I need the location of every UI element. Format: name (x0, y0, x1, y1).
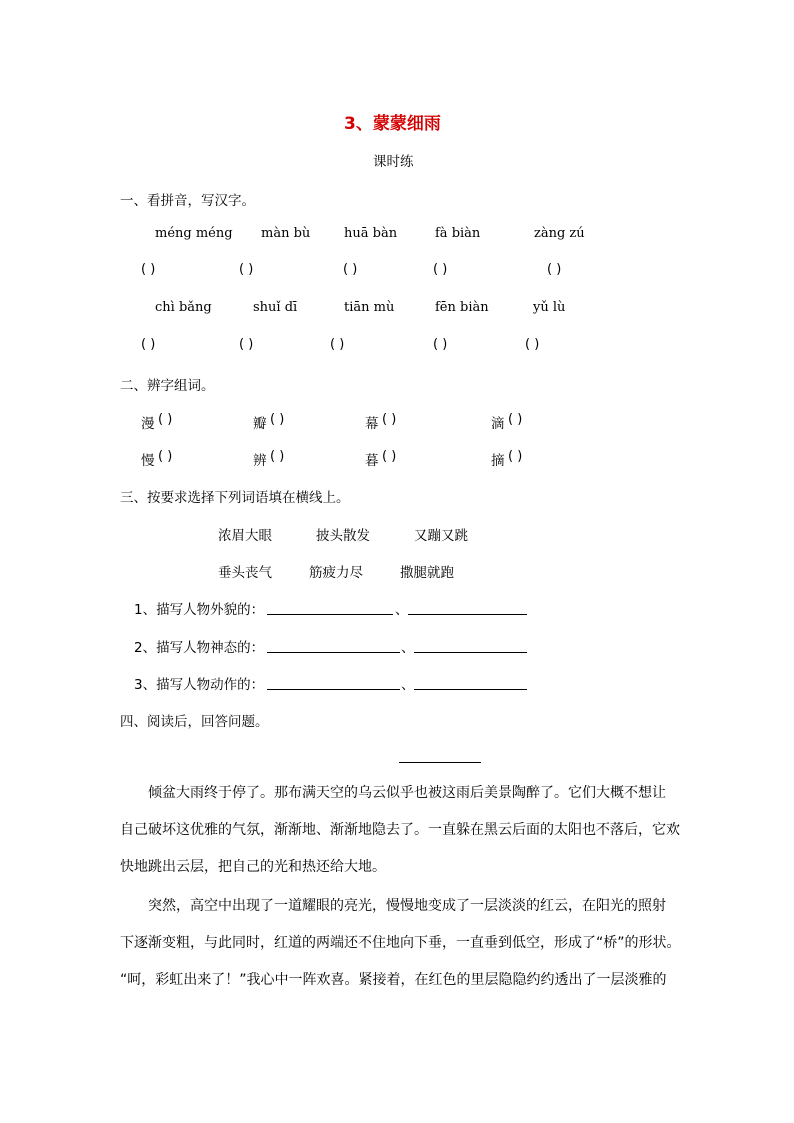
pinyin-2-3: tiān mù (344, 300, 395, 315)
answer-box-char-1-3[interactable]: ( ) (382, 412, 397, 427)
section4-heading: 四、阅读后，回答问题。 (120, 714, 269, 730)
char-2-1: 慢 (141, 453, 155, 469)
answer-box-1-2[interactable]: ( ) (239, 262, 254, 277)
word-2-1: 垂头丧气 (218, 565, 272, 581)
paragraph2-line2: 下逐渐变粗，与此同时，红道的两端还不住地向下垂，一直垂到低空，形成了“桥”的形状。 (120, 935, 681, 951)
separator-2: 、 (401, 640, 415, 656)
pinyin-1-2: màn bù (261, 226, 311, 241)
pinyin-1-1: méng méng (155, 226, 233, 241)
answer-box-1-5[interactable]: ( ) (547, 262, 562, 277)
char-2-3: 暮 (365, 453, 379, 469)
paragraph2-line3: “呵，彩虹出来了！”我心中一阵欢喜。紧接着，在红色的里层隐隐约约透出了一层淡雅的 (120, 972, 667, 988)
answer-box-2-3[interactable]: ( ) (330, 337, 345, 352)
word-2-2: 筋疲力尽 (309, 565, 363, 581)
fill-line-3b[interactable] (414, 689, 527, 690)
section3-heading: 三、按要求选择下列词语填在横线上。 (120, 490, 350, 506)
answer-box-char-1-2[interactable]: ( ) (270, 412, 285, 427)
answer-box-char-1-1[interactable]: ( ) (158, 412, 173, 427)
answer-box-2-2[interactable]: ( ) (239, 337, 254, 352)
answer-box-1-4[interactable]: ( ) (433, 262, 448, 277)
section2-heading: 二、辨字组词。 (120, 378, 215, 394)
pinyin-2-2: shuǐ dī (253, 300, 298, 315)
answer-box-char-2-3[interactable]: ( ) (382, 449, 397, 464)
separator-1: 、 (395, 602, 409, 618)
fill-line-3a[interactable] (267, 689, 400, 690)
paragraph1-line2: 自己破坏这优雅的气氛，渐渐地、渐渐地隐去了。一直躲在黑云后面的太阳也不落后，它欢 (120, 822, 680, 838)
answer-box-char-2-4[interactable]: ( ) (508, 449, 523, 464)
paragraph1-line3: 快地跳出云层，把自己的光和热还给大地。 (120, 859, 386, 875)
fill-item-label-3: 3、描写人物动作的： (134, 677, 265, 693)
pinyin-1-3: huā bàn (344, 226, 398, 241)
passage-title-blank[interactable] (399, 762, 481, 763)
answer-box-2-5[interactable]: ( ) (525, 337, 540, 352)
word-1-2: 披头散发 (316, 528, 370, 544)
answer-box-2-4[interactable]: ( ) (433, 337, 448, 352)
word-2-3: 撒腿就跑 (400, 565, 454, 581)
fill-line-2b[interactable] (414, 652, 527, 653)
paragraph1-line1: 倾盆大雨终于停了。那布满天空的乌云似乎也被这雨后美景陶醉了。它们大概不想让 (148, 785, 666, 801)
fill-item-label-2: 2、描写人物神态的： (134, 640, 265, 656)
fill-item-label-1: 1、描写人物外貌的： (134, 602, 265, 618)
fill-line-1b[interactable] (408, 614, 527, 615)
answer-box-1-1[interactable]: ( ) (141, 262, 156, 277)
separator-3: 、 (401, 677, 415, 693)
char-1-3: 幕 (365, 416, 379, 432)
char-1-2: 瓣 (253, 416, 267, 432)
paragraph2-line1: 突然，高空中出现了一道耀眼的亮光，慢慢地变成了一层淡淡的红云，在阳光的照射 (148, 898, 666, 914)
word-1-1: 浓眉大眼 (218, 528, 272, 544)
answer-box-char-2-2[interactable]: ( ) (270, 449, 285, 464)
section1-heading: 一、看拼音，写汉字。 (120, 193, 255, 209)
answer-box-char-1-4[interactable]: ( ) (508, 412, 523, 427)
pinyin-2-1: chì bǎng (155, 300, 212, 315)
pinyin-2-4: fēn biàn (435, 300, 489, 315)
pinyin-1-4: fà biàn (435, 226, 481, 241)
page-title: 3、蒙蒙细雨 (344, 114, 441, 134)
fill-line-2a[interactable] (267, 652, 400, 653)
pinyin-1-5: zàng zú (534, 226, 585, 241)
answer-box-char-2-1[interactable]: ( ) (158, 449, 173, 464)
fill-line-1a[interactable] (267, 614, 393, 615)
char-2-2: 辨 (253, 453, 267, 469)
page-subtitle: 课时练 (373, 154, 414, 170)
word-1-3: 又蹦又跳 (414, 528, 468, 544)
pinyin-2-5: yǔ lù (533, 300, 566, 315)
answer-box-2-1[interactable]: ( ) (141, 337, 156, 352)
char-1-4: 滴 (491, 416, 505, 432)
char-2-4: 摘 (491, 453, 505, 469)
answer-box-1-3[interactable]: ( ) (343, 262, 358, 277)
char-1-1: 漫 (141, 416, 155, 432)
